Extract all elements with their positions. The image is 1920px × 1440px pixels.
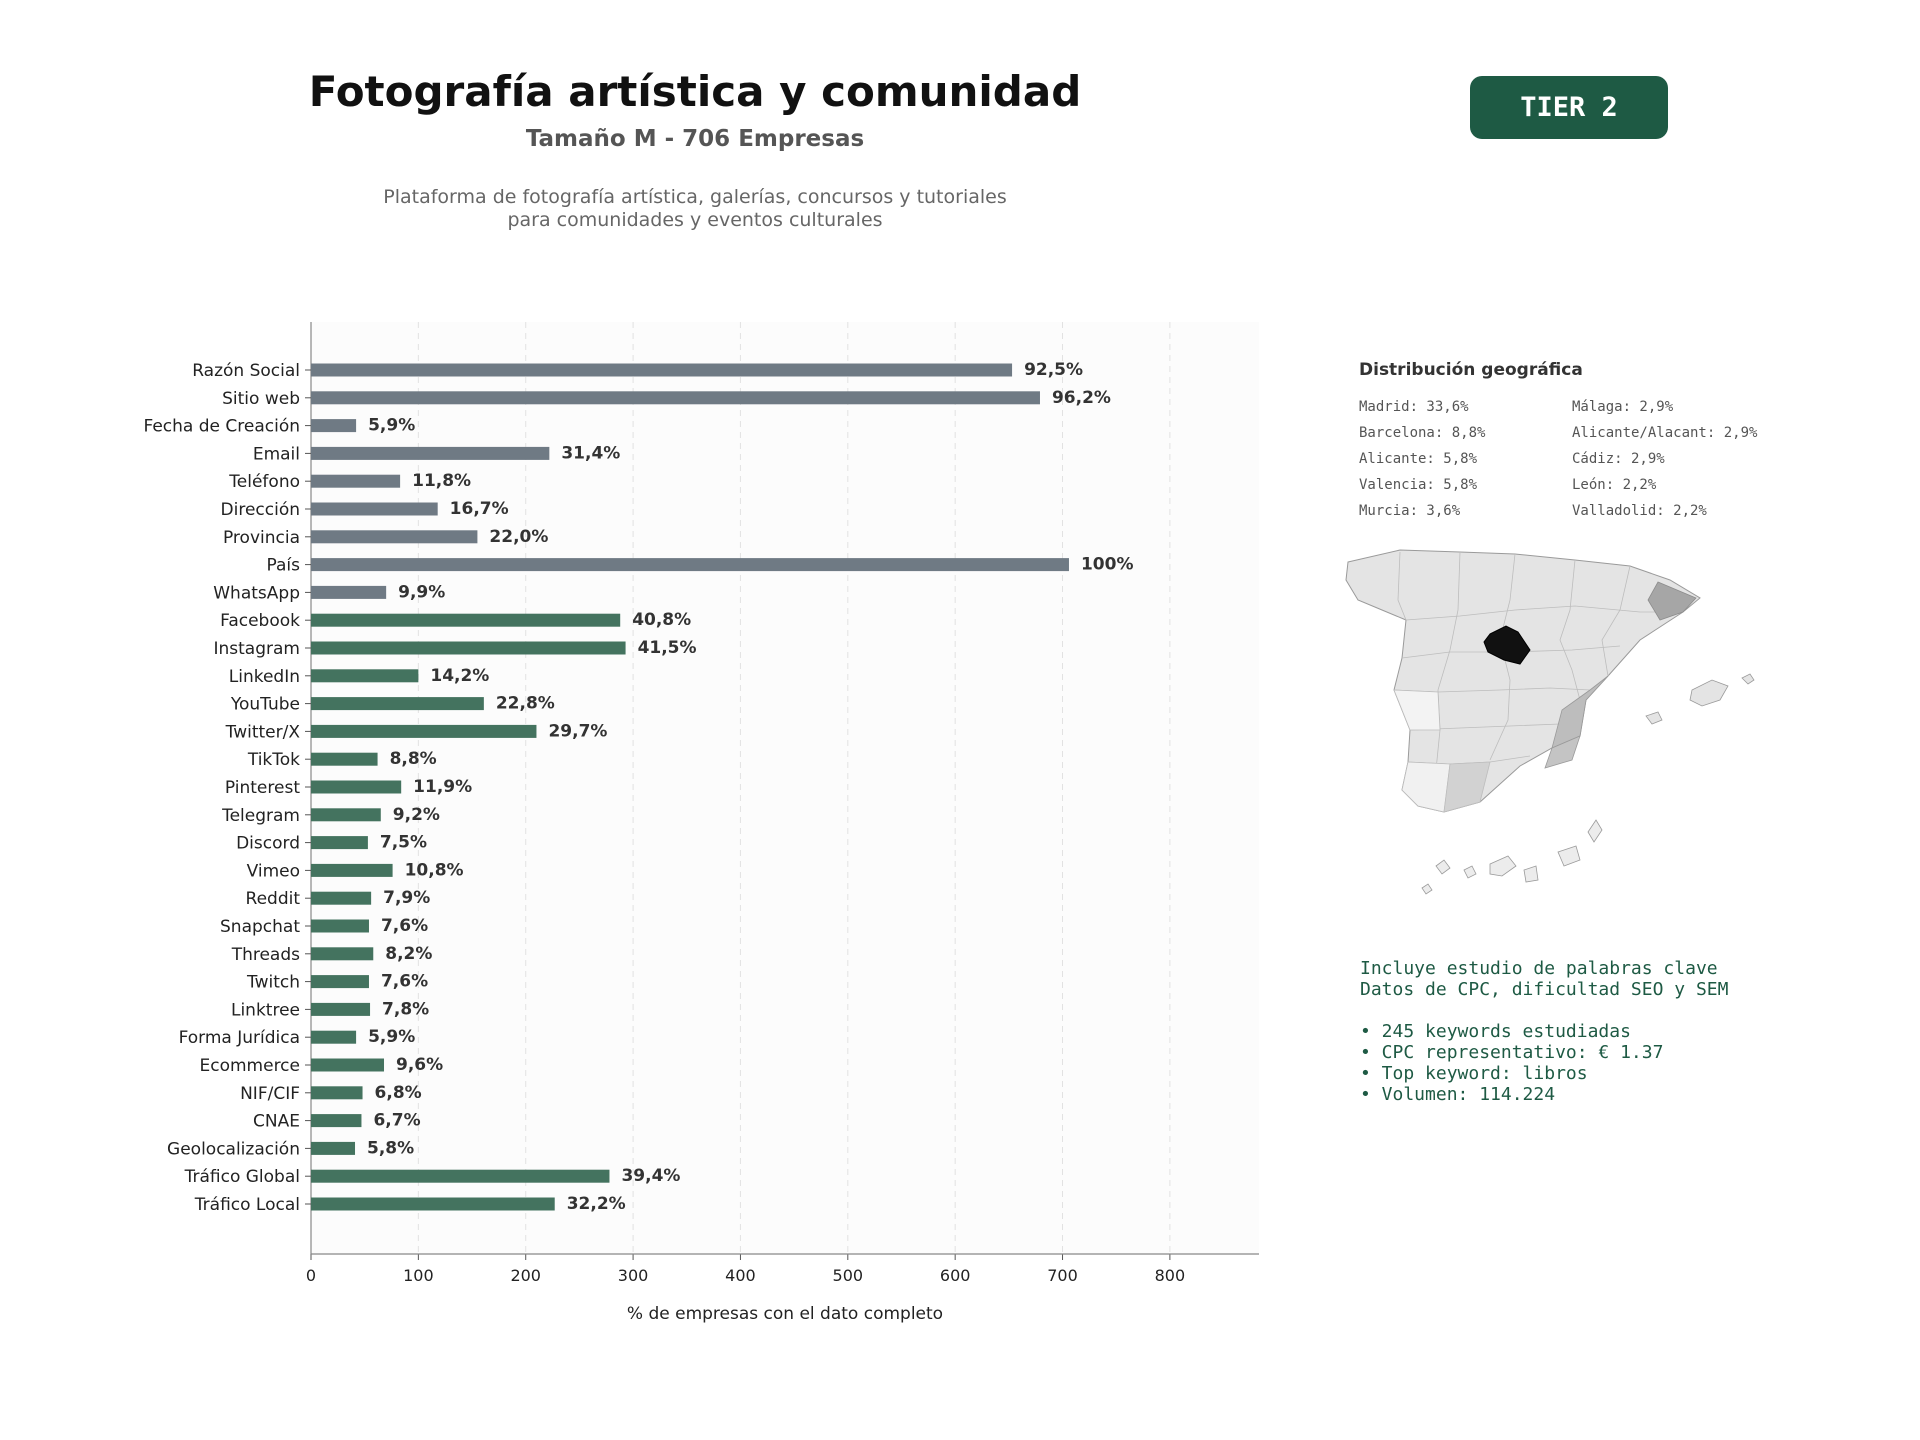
x-tick-label: 100 [403, 1266, 434, 1285]
bar [311, 892, 371, 905]
category-label: Reddit [245, 889, 300, 910]
bar-value-label: 11,9% [413, 777, 473, 797]
category-label: Linktree [230, 1000, 300, 1021]
bar-value-label: 39,4% [621, 1166, 681, 1187]
bar-value-label: 16,7% [449, 499, 509, 519]
category-label: Pinterest [224, 778, 300, 798]
keywords-bullet: • Top keyword: libros [1360, 1063, 1588, 1084]
category-label: Telegram [222, 805, 300, 826]
category-label: Vimeo [246, 861, 300, 882]
bar-value-label: 7,8% [382, 999, 430, 1020]
bar [311, 836, 368, 849]
category-label: Email [252, 444, 300, 465]
keywords-bullet: • CPC representativo: € 1.37 [1360, 1042, 1664, 1063]
bar [311, 1059, 384, 1072]
category-label: Ecommerce [199, 1056, 300, 1076]
geo-item: Valladolid: 2,2% [1572, 503, 1707, 519]
x-tick-label: 600 [939, 1266, 971, 1285]
category-label: Tráfico Local [194, 1195, 300, 1215]
geo-item: León: 2,2% [1572, 477, 1657, 493]
category-label: Snapchat [220, 917, 300, 937]
category-label: TikTok [247, 750, 300, 771]
keywords-bullet: • Volumen: 114.224 [1360, 1084, 1556, 1105]
bar [311, 1031, 356, 1044]
bar-value-label: 7,6% [380, 971, 429, 992]
category-label: Tráfico Global [184, 1167, 300, 1188]
bar-value-label: 6,8% [374, 1082, 422, 1103]
bar [311, 530, 477, 543]
geo-item: Alicante: 5,8% [1359, 451, 1478, 467]
keywords-intro-line: Datos de CPC, dificultad SEO y SEM [1360, 979, 1729, 1000]
region-light-south [1402, 762, 1450, 812]
bar-value-label: 14,2% [430, 665, 490, 686]
x-tick-label: 200 [510, 1266, 541, 1285]
bar [311, 558, 1069, 571]
bar-value-label: 7,9% [383, 888, 431, 909]
description-line: para comunidades y eventos culturales [507, 209, 883, 231]
bar-value-label: 11,8% [412, 471, 472, 492]
keywords-summary [1360, 958, 1728, 1105]
bar [311, 808, 381, 821]
bar [311, 503, 438, 516]
bar [311, 697, 484, 710]
bar [311, 614, 620, 627]
geo-item: Murcia: 3,6% [1359, 503, 1461, 519]
bar-value-label: 29,7% [548, 721, 608, 742]
bar [311, 447, 549, 460]
category-label: CNAE [253, 1111, 300, 1132]
bar-value-label: 31,4% [561, 443, 621, 464]
bar-value-label: 7,5% [379, 832, 428, 853]
keywords-bullet: • 245 keywords estudiadas [1360, 1021, 1631, 1042]
bar [311, 947, 373, 960]
category-label: Razón Social [192, 361, 300, 381]
bar [311, 920, 369, 933]
category-label: Twitch [247, 972, 300, 993]
bar [311, 864, 393, 877]
category-label: Discord [236, 833, 300, 854]
category-label: Teléfono [229, 472, 300, 493]
bar [311, 475, 400, 488]
bar-value-label: 7,6% [380, 916, 429, 936]
bar-value-label: 32,2% [566, 1194, 626, 1214]
category-label: Dirección [220, 500, 300, 520]
geo-item: Málaga: 2,9% [1572, 399, 1674, 415]
tier-badge: TIER 2 [1470, 76, 1668, 139]
bar-value-label: 22,0% [489, 526, 549, 547]
x-tick-label: 0 [305, 1266, 317, 1285]
page-title: Fotografía artística y comunidad [308, 67, 1082, 116]
bar [311, 781, 401, 794]
bar [311, 419, 356, 432]
geo-item: Barcelona: 8,8% [1359, 425, 1486, 441]
canary-islands [1422, 820, 1602, 894]
geo-item: Madrid: 33,6% [1359, 399, 1469, 415]
bar-value-label: 9,2% [392, 804, 440, 825]
bar-value-label: 22,8% [495, 693, 555, 714]
bar-value-label: 5,9% [368, 1027, 416, 1048]
x-tick-label: 500 [832, 1266, 864, 1285]
bar [311, 669, 418, 682]
category-label: Sitio web [222, 388, 300, 409]
bar [311, 1198, 555, 1211]
geo-title: Distribución geográfica [1359, 360, 1583, 380]
category-label: País [266, 555, 300, 576]
keywords-intro-line: Incluye estudio de palabras clave [1360, 958, 1718, 979]
spain-map [1340, 540, 1860, 910]
geo-item: Valencia: 5,8% [1359, 477, 1478, 493]
bar-value-label: 6,7% [373, 1110, 421, 1131]
region-lightest-west [1394, 690, 1440, 730]
category-label: Forma Jurídica [178, 1028, 300, 1049]
bar-value-label: 92,5% [1024, 360, 1084, 380]
bar [311, 975, 369, 988]
bar-value-label: 10,8% [404, 860, 464, 881]
description-line: Plataforma de fotografía artística, galerías, concursos y tutoriales [383, 186, 1007, 208]
bar [311, 1086, 363, 1099]
bar [311, 1170, 609, 1183]
x-tick-label: 400 [725, 1266, 756, 1285]
bar [311, 753, 378, 766]
x-tick-label: 700 [1047, 1266, 1078, 1285]
x-tick-label: 800 [1154, 1266, 1186, 1285]
category-label: Geolocalización [167, 1139, 300, 1160]
region-andalusia-east [1444, 762, 1490, 812]
category-label: Threads [231, 944, 300, 965]
geo-item: Alicante/Alacant: 2,9% [1572, 425, 1758, 441]
bar-value-label: 41,5% [637, 638, 697, 658]
bar [311, 1114, 361, 1127]
category-label: Facebook [220, 611, 300, 632]
x-tick-label: 300 [617, 1266, 649, 1285]
bar-value-label: 100% [1080, 554, 1134, 575]
bar-value-label: 5,9% [368, 415, 416, 436]
geo-item: Cádiz: 2,9% [1572, 451, 1665, 467]
page-subtitle: Tamaño M - 706 Empresas [525, 126, 865, 152]
bar [311, 1142, 355, 1155]
category-label: WhatsApp [213, 583, 300, 604]
bar [311, 391, 1040, 404]
bar [311, 1003, 370, 1016]
category-label: Provincia [222, 527, 300, 548]
bar-value-label: 9,9% [398, 582, 446, 603]
bar [311, 725, 536, 738]
bar-value-label: 96,2% [1051, 387, 1111, 408]
bar-value-label: 5,8% [367, 1138, 415, 1159]
bar [311, 586, 386, 599]
x-axis-title: % de empresas con el dato completo [626, 1304, 944, 1324]
bar-value-label: 8,8% [389, 749, 437, 770]
balearic-islands [1646, 674, 1754, 724]
bar [311, 642, 626, 655]
bar-value-label: 40,8% [632, 610, 692, 631]
bar-value-label: 8,2% [385, 943, 433, 964]
category-label: NIF/CIF [240, 1083, 300, 1104]
bar [311, 364, 1012, 377]
category-label: Twitter/X [225, 722, 300, 743]
category-label: YouTube [230, 694, 300, 715]
spain-mainland-shape [1346, 550, 1700, 812]
geo-list [1359, 398, 1819, 520]
category-label: LinkedIn [228, 666, 300, 687]
category-label: Fecha de Creación [143, 416, 300, 437]
bar-value-label: 9,6% [396, 1055, 444, 1075]
category-label: Instagram [213, 639, 300, 659]
